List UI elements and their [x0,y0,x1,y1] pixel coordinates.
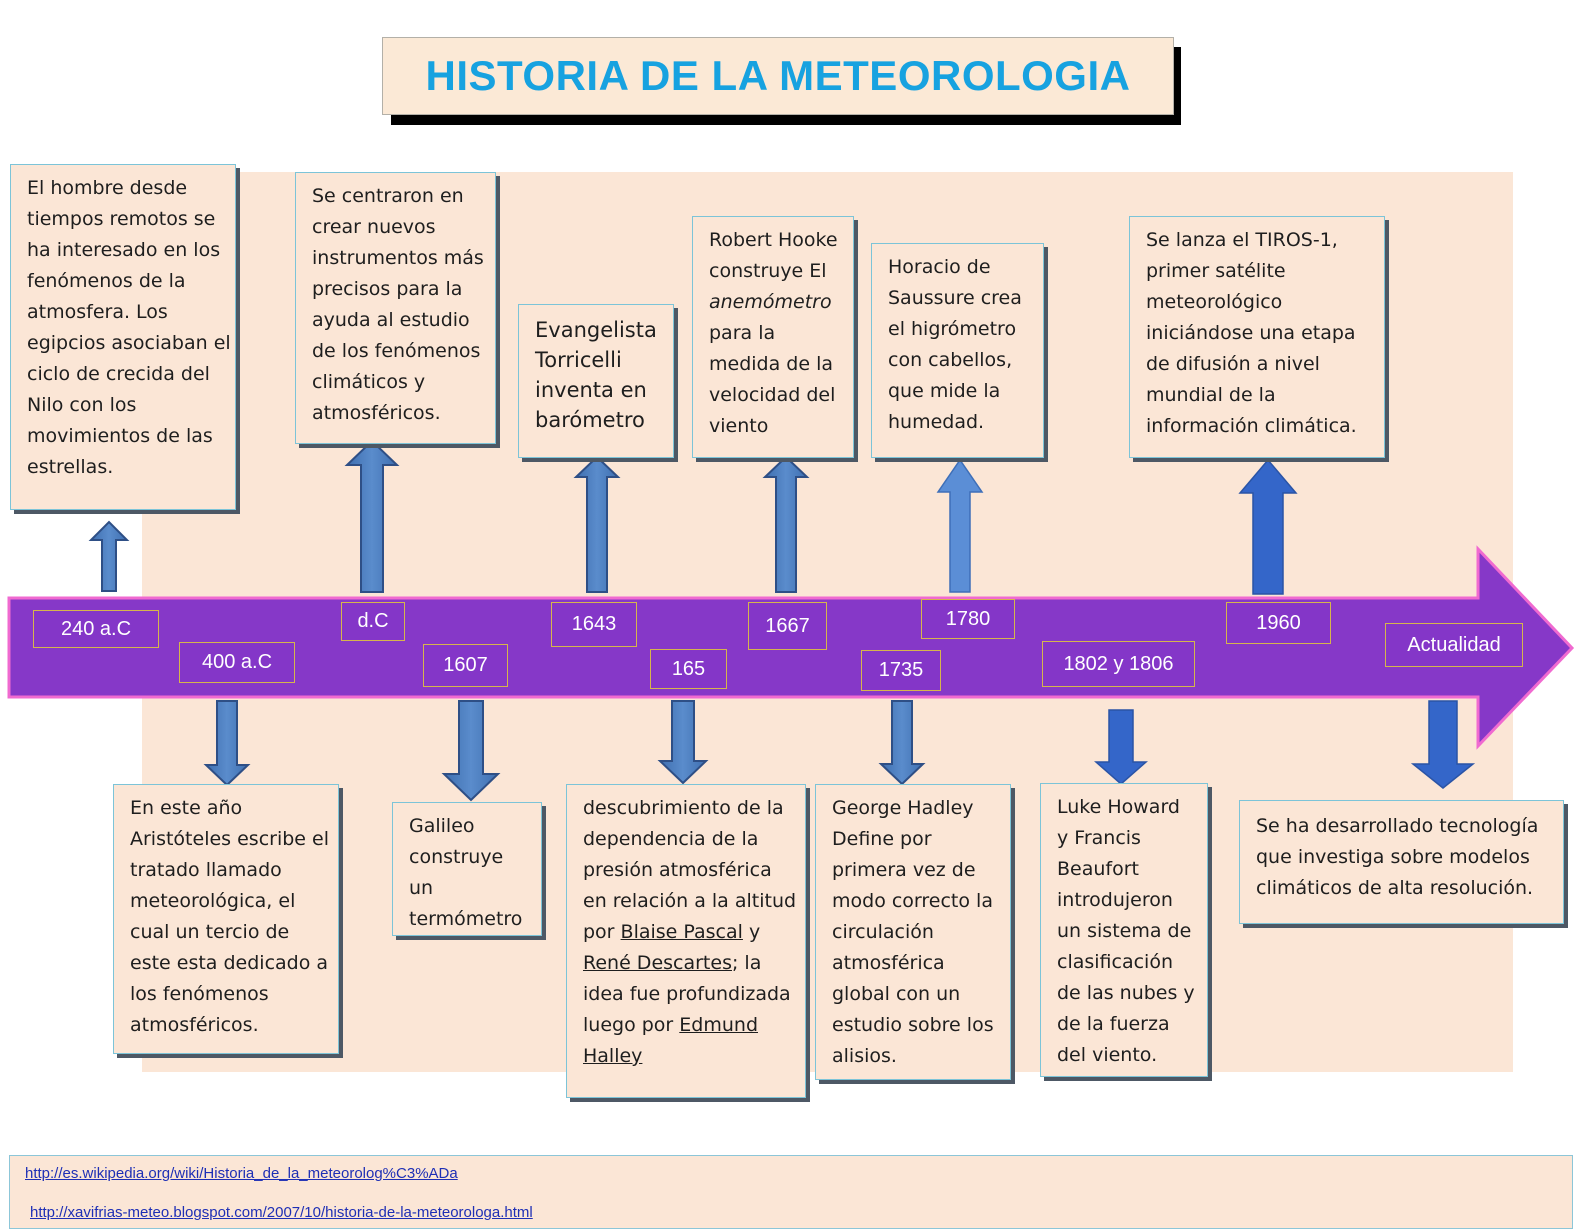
year-1643: 1643 [551,602,637,647]
year-actualidad: Actualidad [1385,623,1523,667]
arrow-up-1667 [765,457,807,592]
link-edmund-halley[interactable]: Edmund [679,1014,758,1036]
arrow-down-actualidad [1413,701,1473,788]
event-box-400ac: En este año Aristóteles escribe el tratado llamado meteorológica, el cual un tercio de este esta dedicado a los fenómenos atmosféricos. [113,784,339,1054]
event-box-1735: George Hadley Define por primera vez de modo correcto la circulación atmosférica global con un estudio sobre los alisios. [815,784,1011,1080]
wikipedia-link[interactable]: http://es.wikipedia.org/wiki/Historia_de_la_meteorolog%C3%ADa [25,1165,458,1182]
page-title: HISTORIA DE LA METEOROLOGIA [425,52,1131,99]
event-box-165: descubrimiento de la dependencia de la presión atmosférica en relación a la altitud por Blaise Pascal y René Descartes; la idea fue profundizada luego por Edmund Halley [566,784,806,1098]
year-1802-1806: 1802 y 1806 [1042,641,1195,687]
arrow-up-1960 [1240,460,1296,594]
event-box-1607: Galileo construye un termómetro [392,802,542,936]
year-240ac: 240 a.C [33,610,159,648]
link-halley[interactable]: Halley [583,1045,643,1067]
link-rene-descartes[interactable]: René Descartes [583,952,732,974]
references-box [9,1155,1573,1229]
event-box-1643: Evangelista Torricelli inventa en barómetro [518,304,674,458]
blog-link[interactable]: http://xavifrias-meteo.blogspot.com/2007/10/historia-de-la-meteorologa.html [30,1204,533,1221]
year-1960: 1960 [1226,602,1331,644]
arrow-down-165 [660,701,706,783]
event-box-actualidad: Se ha desarrollado tecnología que investiga sobre modelos climáticos de alta resolución. [1239,800,1564,924]
event-box-1780: Horacio de Saussure crea el higrómetro con cabellos, que mide la humedad. [871,243,1044,458]
year-1667: 1667 [748,602,827,650]
event-box-dc: Se centraron en crear nuevos instrumentos más precisos para la ayuda al estudio de los fenómenos climáticos y atmosféricos. [295,172,496,444]
event-box-1667: Robert Hooke construye El anemómetro para la medida de la velocidad del viento [692,216,854,458]
link-blaise-pascal[interactable]: Blaise Pascal [620,921,743,943]
year-1607: 1607 [423,644,508,687]
arrow-up-240 [91,522,127,591]
year-dc: d.C [341,602,405,641]
arrow-up-dc [347,441,397,592]
arrow-down-1735 [881,701,923,784]
arrow-down-1802 [1096,710,1146,784]
year-165: 165 [650,649,727,689]
year-1735: 1735 [861,650,941,691]
arrow-up-1643 [576,457,618,592]
event-box-240ac: El hombre desde tiempos remotos se ha interesado en los fenómenos de la atmosfera. Los egipcios asociaban el ciclo de crecida del Nilo con los movimientos de las estrellas. [10,164,236,510]
event-box-1960: Se lanza el TIROS-1, primer satélite meteorológico iniciándose una etapa de difusión a nivel mundial de la información climática. [1129,216,1385,458]
year-400ac: 400 a.C [179,642,295,683]
year-1780: 1780 [921,599,1015,639]
arrow-down-400 [206,701,248,785]
arrow-up-1780 [938,460,982,592]
arrow-down-1607 [444,701,498,800]
event-box-1802-1806: Luke Howard y Francis Beaufort introdujeron un sistema de clasificación de las nubes y de la fuerza del viento. [1040,783,1208,1077]
